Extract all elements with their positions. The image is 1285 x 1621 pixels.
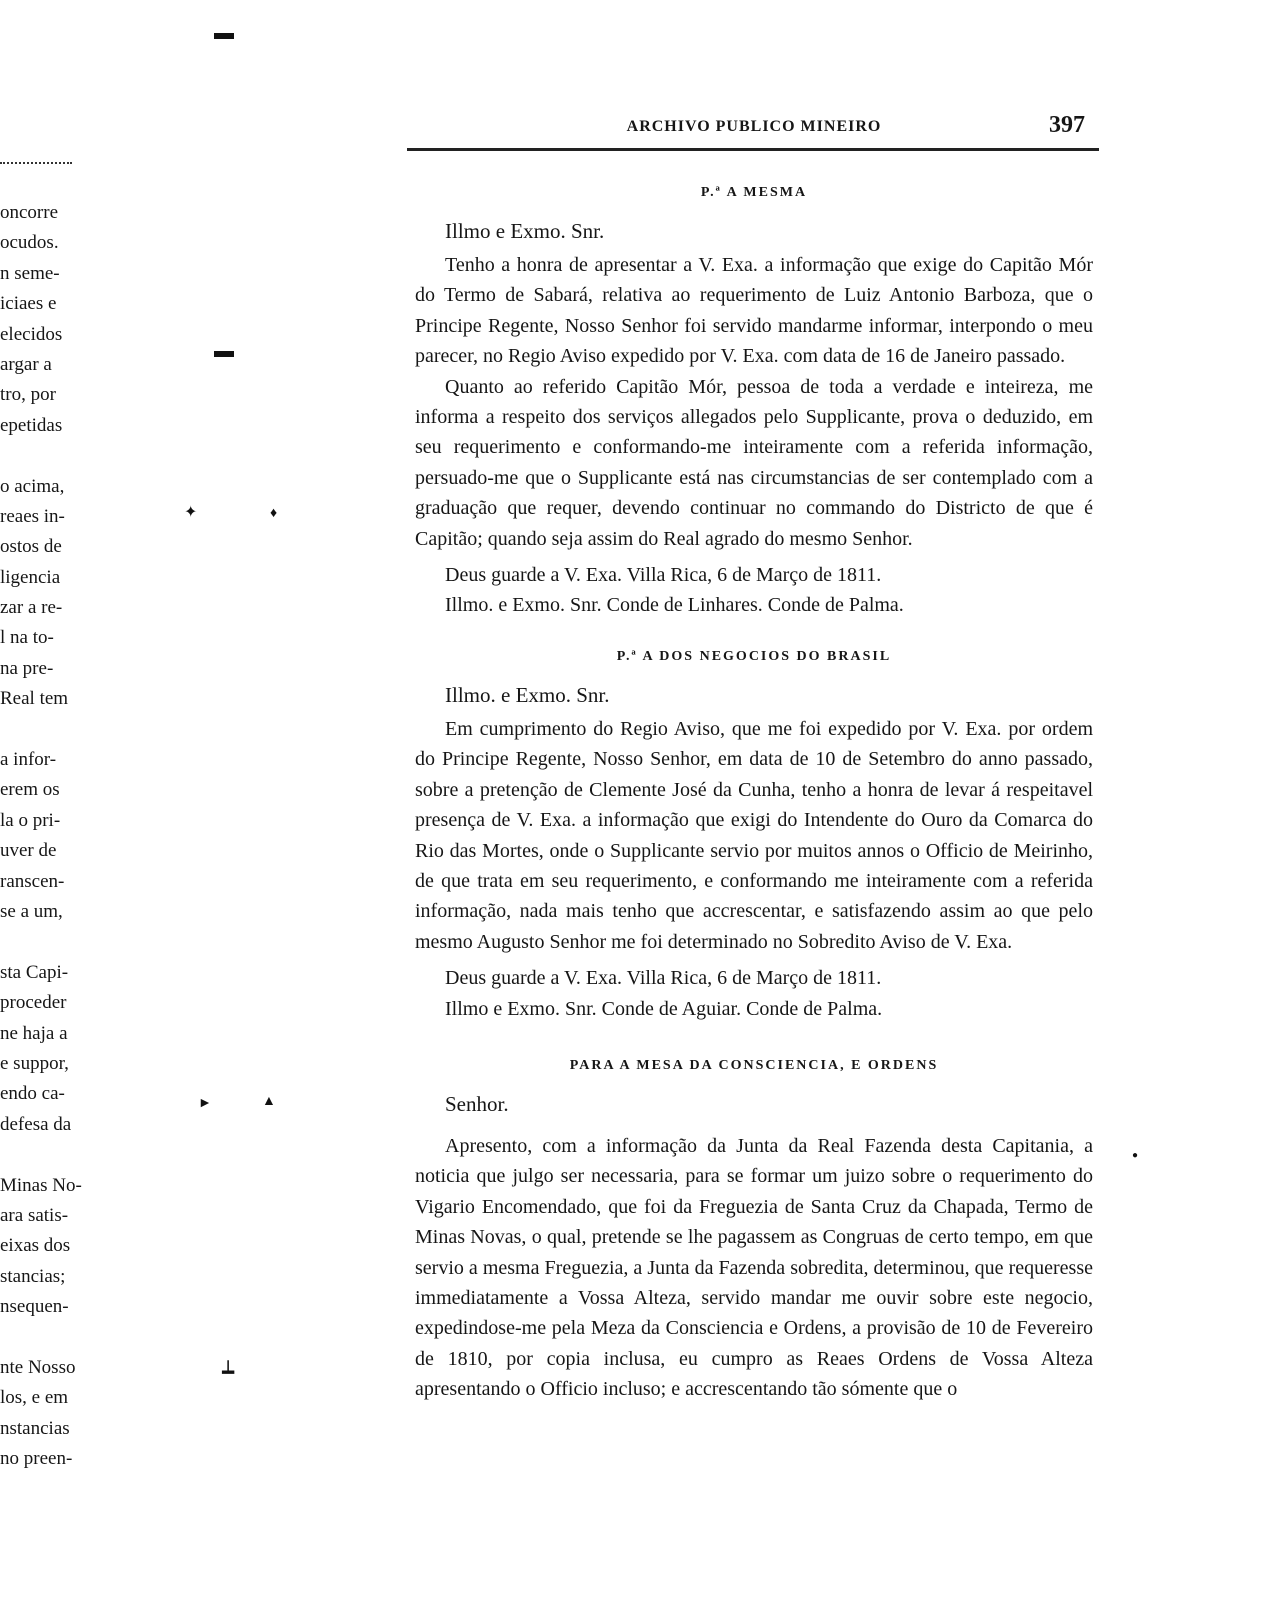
margin-fragment-line: ranscen-: [0, 870, 65, 892]
ink-blot-mark: ▬: [214, 340, 234, 362]
margin-fragment-line: ocudos.: [0, 232, 59, 254]
closing-line: Illmo e Exmo. Snr. Conde de Aguiar. Conde de Palma.: [445, 997, 883, 1020]
margin-fragment-line: tro, por: [0, 384, 56, 406]
ink-blot-mark: ✦: [184, 504, 198, 521]
closing-line: Deus guarde a V. Exa. Villa Rica, 6 de Março de 1811.: [445, 967, 882, 990]
margin-fragment-line: uver de: [0, 840, 57, 862]
ink-blot-mark: ●: [1132, 1150, 1139, 1161]
margin-fragment-line: los, e em: [0, 1387, 69, 1409]
margin-fragment-line: ara satis-: [0, 1204, 69, 1226]
margin-fragment-line: argar a: [0, 353, 52, 375]
header-rule: [407, 148, 1099, 151]
margin-fragment-line: endo ca-: [0, 1083, 65, 1105]
margin-fragment-line: nte Nosso: [0, 1356, 76, 1378]
margin-fragment-line: Real tem: [0, 688, 69, 710]
margin-fragment-line: reaes in-: [0, 505, 65, 527]
section-mesma: [415, 185, 1093, 621]
margin-fragment-line: erem os: [0, 779, 60, 801]
margin-fragment-line: se a um,: [0, 900, 63, 922]
margin-gap: [0, 1322, 92, 1352]
paragraph: Tenho a honra de apresentar a V. Exa. a informação que exige do Capitão Mór do Termo de Sabará, relativa ao requerimento de Luiz Antonio Barboza, que o Principe Regente, Nosso Senhor foi servido mandarme informar, interpondo o meu parecer, no Regio Aviso expedido por V. Exa. com data de 16 de Janeiro passado.: [415, 254, 1093, 368]
margin-rule: [0, 162, 72, 164]
section-title: PARA A MESA DA CONSCIENCIA, E ORDENS: [569, 1057, 939, 1073]
margin-fragment-line: iciaes e: [0, 293, 57, 315]
section-title: P.ª A MESMA: [700, 185, 808, 200]
margin-fragment-line: oncorre: [0, 202, 59, 223]
document-page: [415, 112, 1093, 1405]
margin-fragment-line: Minas No-: [0, 1174, 82, 1196]
ink-blot-mark: ♦: [270, 506, 278, 521]
margin-fragment-line: o acima,: [0, 475, 65, 497]
margin-fragment-line: n seme-: [0, 262, 60, 284]
ink-blot-mark: ►: [198, 1096, 212, 1111]
margin-fragment-line: proceder: [0, 992, 67, 1014]
running-title: ARCHIVO PUBLICO MINEIRO: [626, 118, 882, 135]
left-margin-fragments: [0, 198, 92, 1474]
salutation: Illmo. e Exmo. Snr.: [445, 682, 610, 707]
margin-fragment-line: eixas dos: [0, 1235, 71, 1257]
margin-fragment-line: epetidas: [0, 414, 63, 436]
running-head: [415, 112, 1093, 148]
salutation: Illmo e Exmo. Snr.: [445, 219, 605, 243]
margin-fragment-line: nstancias: [0, 1417, 70, 1439]
salutation: Senhor.: [445, 1091, 509, 1116]
margin-gap: [0, 1140, 92, 1170]
margin-fragment-line: no preen-: [0, 1448, 73, 1470]
margin-fragment-line: ne haja a: [0, 1022, 68, 1044]
margin-fragment-line: la o pri-: [0, 809, 61, 831]
paragraph: Apresento, com a informação da Junta da Real Fazenda desta Capitania, a noticia que julgo ser necessaria, para se formar um juizo sobre o requerimento do Vigario Encomendado, que foi da Freguezia de Santa Cruz da Chapada, Termo de Minas Novas, o qual, pretende se lhe pagassem as Congruas de certo tempo, em que servio a mesma Freguezia, a Junta da Fazenda sobredita, determinou, que requeresse immediatamente a Vossa Alteza, servido mandar me ouvir sobre este negocio, expedindose-me pela Meza da Consciencia e Ordens, a provisão de 10 de Fevereiro de 1810, por copia inclusa, eu cumpro as Reaes Ordens de Vossa Alteza apresentando o Officio incluso; e accrescentando tão sómente que o: [415, 1134, 1093, 1401]
margin-fragment-line: ostos de: [0, 536, 62, 558]
closing-line: Illmo. e Exmo. Snr. Conde de Linhares. Conde de Palma.: [445, 594, 904, 617]
margin-fragment-line: na pre-: [0, 657, 54, 679]
margin-fragment-line: nsequen-: [0, 1296, 69, 1318]
margin-fragment-line: l na to-: [0, 627, 54, 649]
margin-fragment-line: stancias;: [0, 1265, 66, 1287]
paragraph: Quanto ao referido Capitão Mór, pessoa de toda a verdade e inteireza, me informa a respeito dos serviços allegados pelo Supplicante, prova o deduzido, em seu requerimento e conformando-me inteiramente com a referida informação, persuado-me que o Supplicante está nas circumstancias de ser contemplado com a graduação que requer, devendo continuar no commando do Districto de que é Capitão; quando seja assim do Real agrado do mesmo Senhor.: [415, 375, 1093, 550]
margin-fragment-line: defesa da: [0, 1113, 72, 1135]
ink-blot-mark: ▲: [262, 1094, 276, 1109]
margin-fragment-line: elecidos: [0, 323, 63, 345]
section-negocios-brasil: [415, 649, 1093, 1024]
margin-fragment-line: a infor-: [0, 749, 57, 771]
section-title: P.ª A DOS NEGOCIOS DO BRASIL: [616, 648, 892, 664]
margin-gap: [0, 927, 92, 957]
ink-blot-mark: ┷: [222, 1362, 235, 1384]
paragraph: Em cumprimento do Regio Aviso, que me foi expedido por V. Exa. por ordem do Principe Regente, Nosso Senhor, em data de 10 de Setembro do anno passado, sobre a pretenção de Clemente José da Cunha, tenho a honra de levar á respeitavel presença de V. Exa. a informação que exigi do Intendente do Ouro da Comarca do Rio das Mortes, onde o Supplicante servio por muitos annos o Officio de Meirinho, de que trata em seu requerimento, e conformando me inteiramente com a referida informação, nada mais tenho que accrescentar, e satisfazendo assim ao que pelo mesmo Augusto Senhor me foi determinado no Sobredito Aviso de V. Exa.: [415, 717, 1093, 953]
margin-fragment-line: sta Capi-: [0, 961, 69, 983]
page-number: 397: [1049, 112, 1085, 138]
closing-line: Deus guarde a V. Exa. Villa Rica, 6 de Março de 1811.: [445, 564, 882, 587]
ink-blot-mark: ▬: [214, 22, 234, 44]
margin-fragment-line: ligencia: [0, 566, 61, 588]
margin-fragment-line: e suppor,: [0, 1052, 69, 1074]
margin-gap: [0, 715, 92, 745]
margin-gap: [0, 441, 92, 471]
section-mesa-consciencia: [415, 1058, 1093, 1405]
margin-fragment-line: zar a re-: [0, 597, 63, 619]
